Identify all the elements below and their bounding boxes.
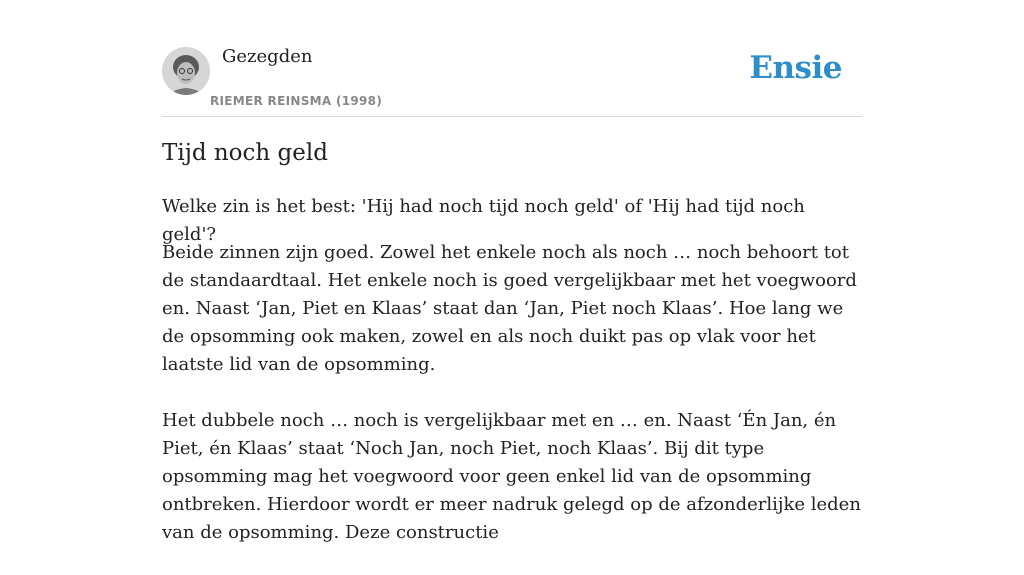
article-container	[162, 0, 862, 543]
ensie-logo[interactable]: Ensie	[749, 50, 842, 86]
article-question: Welke zin is het best: 'Hij had noch tijd noch geld' of 'Hij had tijd noch geld'?	[162, 196, 805, 245]
author-credit: RIEMER REINSMA (1998)	[210, 94, 383, 108]
body-paragraph: Het dubbele noch … noch is vergelijkbaar met en … en. Naast ‘Én Jan, én Piet, én Klaas’ staat ‘Noch Jan, noch Piet, noch Klaas’. Bij dit type opsomming mag het voegwoord voor geen enkel lid van de opsomming ontbreken. Hierdoor wordt er meer nadruk gelegd op de afzonderlijke leden van de opsomming. Deze constructie	[162, 410, 861, 543]
body-paragraph: Beide zinnen zijn goed. Zowel het enkele noch als noch … noch behoort tot de standaardtaal. Het enkele noch is goed vergelijkbaar met het voegwoord en. Naast ‘Jan, Piet en Klaas’ staat dan ‘Jan, Piet noch Klaas’. Hoe lang we de opsomming ook maken, zowel en als noch duikt pas op vlak voor het laatste lid van de opsomming.	[162, 242, 857, 375]
author-portrait-icon[interactable]	[162, 47, 210, 95]
article-body	[162, 239, 866, 575]
source-title-link[interactable]: Gezegden	[222, 46, 313, 67]
source-header	[162, 0, 862, 117]
article-title: Tijd noch geld	[162, 140, 328, 166]
